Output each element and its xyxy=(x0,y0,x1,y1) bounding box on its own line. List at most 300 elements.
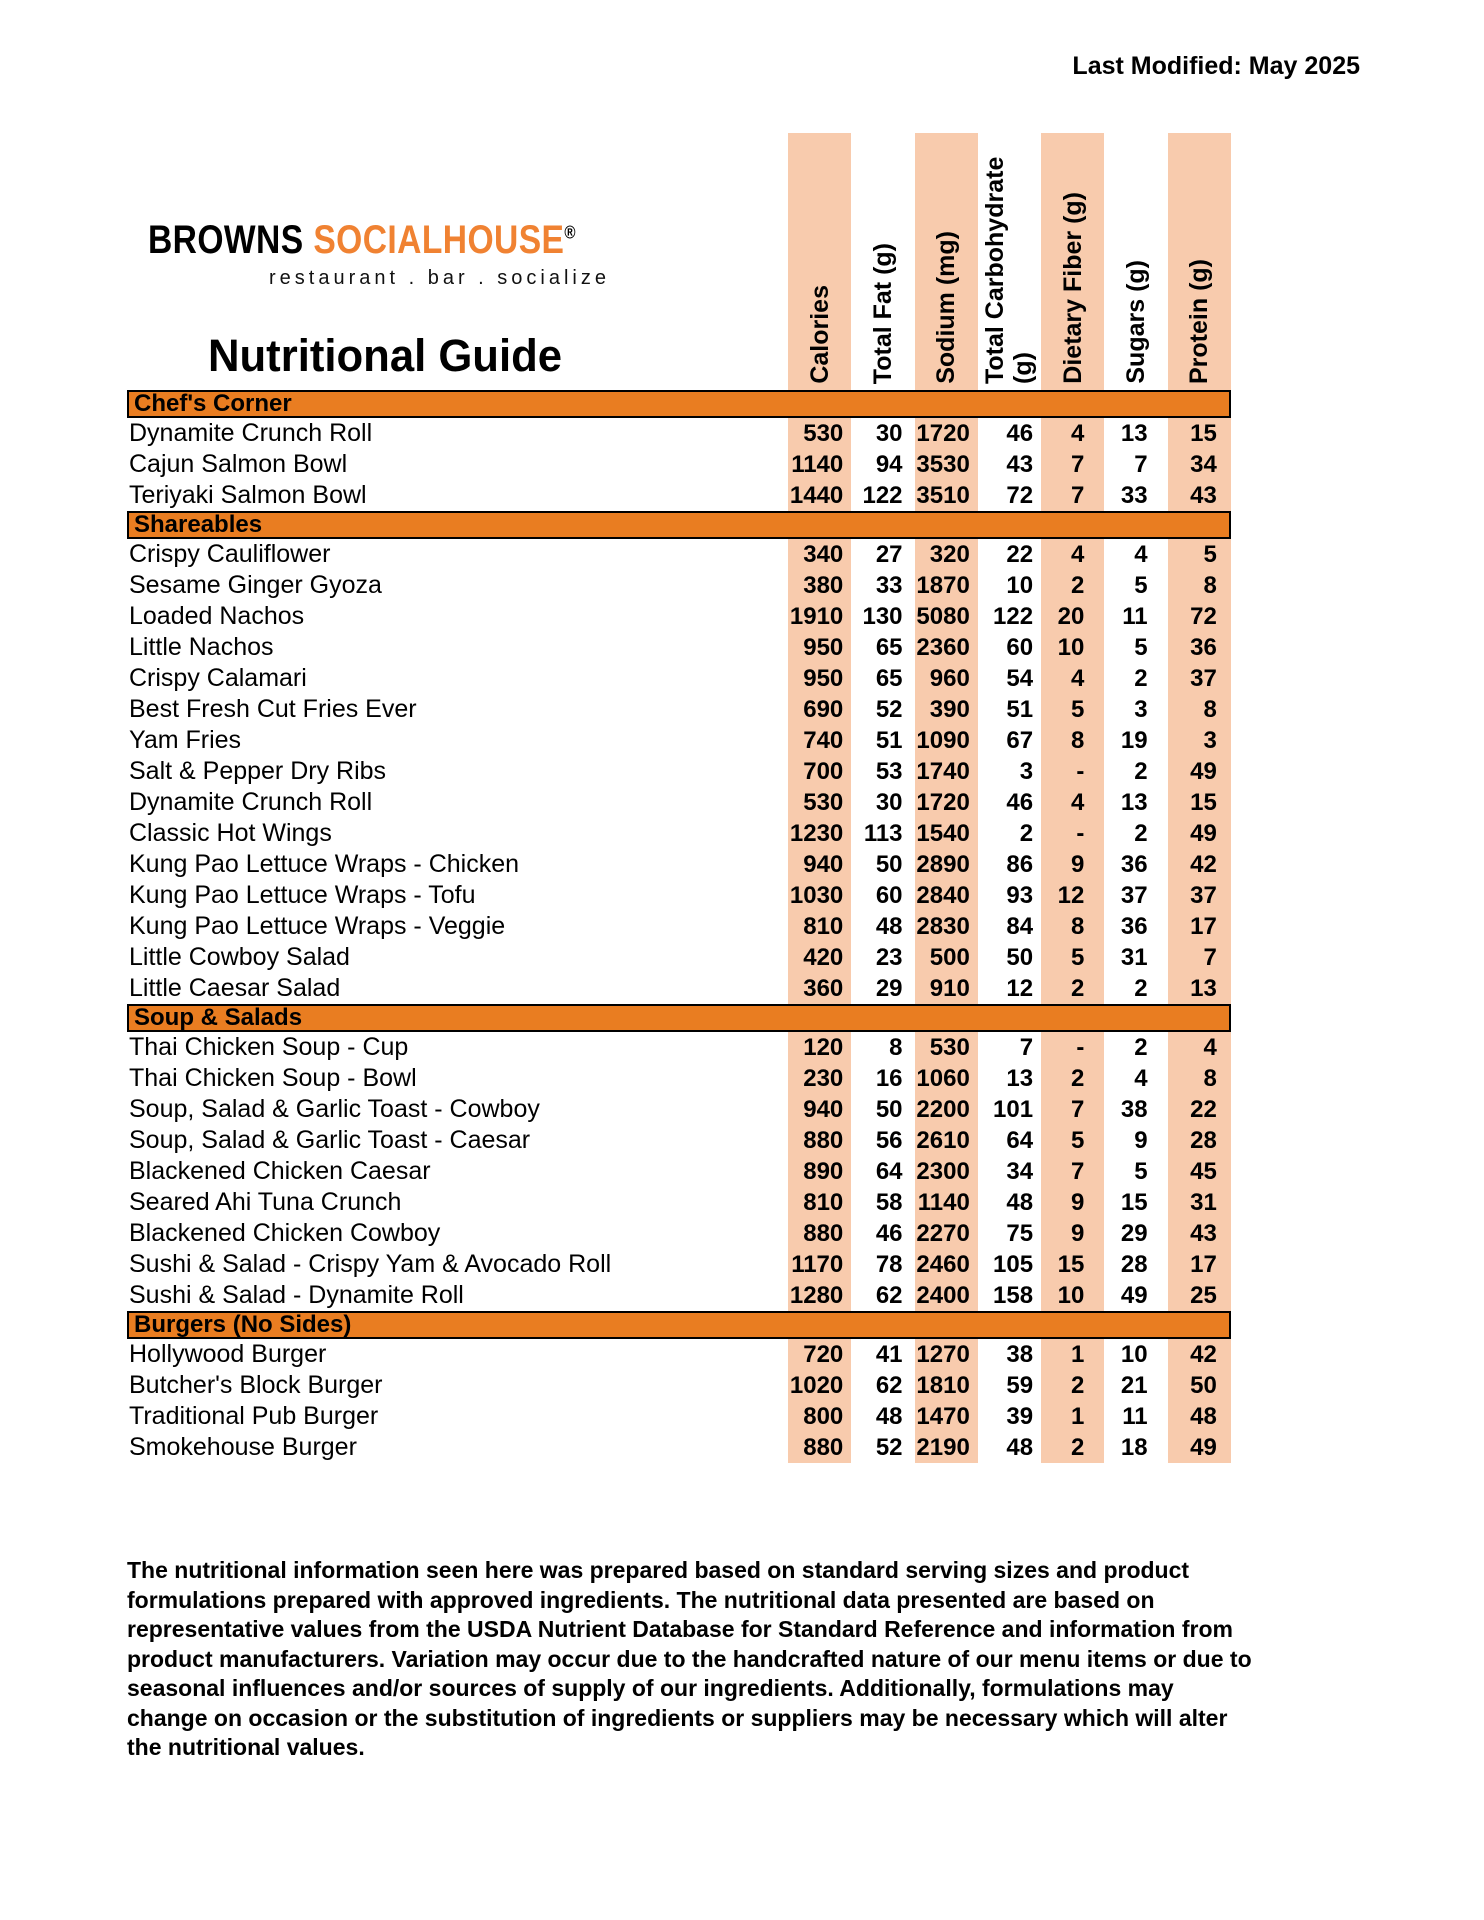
value-cell: 48 xyxy=(875,913,903,940)
logo-socialhouse-text: SOCIALHOUSE xyxy=(313,218,565,262)
value-cell: 56 xyxy=(875,1127,903,1154)
section-header xyxy=(127,1004,1231,1032)
column-header-label: Sugars (g) xyxy=(1121,260,1150,384)
section-header xyxy=(127,511,1231,539)
value-cell: 15 xyxy=(1120,1189,1148,1216)
value-cell: 740 xyxy=(788,725,851,756)
value-cell: 48 xyxy=(875,1403,903,1430)
value-cell: 158 xyxy=(993,1282,1034,1309)
value-cell: 120 xyxy=(788,1032,851,1063)
value-cell: 1470 xyxy=(915,1401,978,1432)
value-cell: 5 xyxy=(1041,694,1104,725)
value-cell: 9 xyxy=(1134,1127,1148,1154)
value-cell: 4 xyxy=(1041,663,1104,694)
section-header xyxy=(127,1311,1231,1339)
value-cell: 4 xyxy=(1134,541,1148,568)
value-cell: 230 xyxy=(788,1063,851,1094)
column-header xyxy=(915,133,978,390)
value-cell: 2 xyxy=(1134,975,1148,1002)
logo-browns-text: BROWNS xyxy=(148,218,304,262)
column-header-label: Calories xyxy=(805,285,834,384)
value-cell: 7 xyxy=(1019,1034,1034,1061)
last-modified-stamp: Last Modified: May 2025 xyxy=(1072,52,1360,80)
table-row xyxy=(127,1063,1231,1094)
value-cell: 2 xyxy=(1134,1034,1148,1061)
value-cell: 7 xyxy=(1041,1094,1104,1125)
value-cell: 15 xyxy=(1168,418,1231,449)
value-cell: 28 xyxy=(1168,1125,1231,1156)
value-cell: 320 xyxy=(915,539,978,570)
value-cell: 2 xyxy=(1041,1063,1104,1094)
table-row xyxy=(127,694,1231,725)
column-header xyxy=(851,133,914,390)
value-cell: 23 xyxy=(875,944,903,971)
section-header-label: Shareables xyxy=(134,511,263,538)
value-cell: 75 xyxy=(1006,1220,1034,1247)
value-cell: 54 xyxy=(1006,665,1034,692)
value-cell: 880 xyxy=(788,1125,851,1156)
value-cell: 50 xyxy=(875,1096,903,1123)
value-cell: 810 xyxy=(788,911,851,942)
value-cell: 7 xyxy=(1168,942,1231,973)
value-cell: 11 xyxy=(1122,1403,1148,1430)
value-cell: 25 xyxy=(1168,1280,1231,1311)
value-cell: 700 xyxy=(788,756,851,787)
table-row xyxy=(127,880,1231,911)
value-cell: 3 xyxy=(1134,696,1148,723)
value-cell: 13 xyxy=(1006,1065,1034,1092)
value-cell: 105 xyxy=(993,1251,1034,1278)
value-cell: 1910 xyxy=(788,601,851,632)
value-cell: 62 xyxy=(875,1372,903,1399)
section-header xyxy=(127,390,1231,418)
value-cell: 8 xyxy=(889,1034,903,1061)
value-cell: 13 xyxy=(1120,420,1148,447)
value-cell: 2270 xyxy=(915,1218,978,1249)
column-header xyxy=(1104,133,1167,390)
value-cell: 1 xyxy=(1041,1401,1104,1432)
nutrition-table xyxy=(127,133,1231,1463)
value-cell: 43 xyxy=(1006,451,1034,478)
value-cell: 29 xyxy=(1120,1220,1148,1247)
item-name-cell: Thai Chicken Soup - Cup xyxy=(129,1033,409,1061)
value-cell: 21 xyxy=(1120,1372,1148,1399)
value-cell: 2890 xyxy=(915,849,978,880)
value-cell: 2 xyxy=(1134,820,1148,847)
value-cell: 2 xyxy=(1041,1432,1104,1463)
value-cell: 2 xyxy=(1134,758,1148,785)
value-cell: 36 xyxy=(1120,913,1148,940)
value-cell: 12 xyxy=(1041,880,1104,911)
item-name-cell: Sushi & Salad - Crispy Yam & Avocado Roll xyxy=(129,1250,612,1278)
disclaimer-text: The nutritional information seen here was prepared based on standard serving sizes and product formulations prepared with approved ingredients. The nutritional data presented are based on representative values from the USDA Nutrient Database for Standard Reference and information from product manufacturers. Variation may occur due to the handcrafted nature of our menu items or due to seasonal influences and/or sources of supply of our ingredients. Additionally, formulations may change on occasion or the substitution of ingredients or suppliers may be necessary which will alter the nutritional values. xyxy=(127,1557,1252,1760)
table-row xyxy=(127,1218,1231,1249)
table-row xyxy=(127,632,1231,663)
value-cell: 340 xyxy=(788,539,851,570)
value-cell: 1540 xyxy=(915,818,978,849)
table-row xyxy=(127,1187,1231,1218)
item-name-cell: Little Caesar Salad xyxy=(129,974,341,1002)
value-cell: 36 xyxy=(1168,632,1231,663)
value-cell: 690 xyxy=(788,694,851,725)
value-cell: 122 xyxy=(862,482,903,509)
value-cell: 8 xyxy=(1168,694,1231,725)
table-row xyxy=(127,601,1231,632)
value-cell: 36 xyxy=(1120,851,1148,878)
value-cell: 2840 xyxy=(915,880,978,911)
value-cell: 50 xyxy=(1168,1370,1231,1401)
value-cell: 22 xyxy=(1006,541,1034,568)
value-cell: 2830 xyxy=(915,911,978,942)
value-cell: 2300 xyxy=(915,1156,978,1187)
value-cell: 101 xyxy=(993,1096,1034,1123)
value-cell: 3510 xyxy=(915,480,978,511)
value-cell: 30 xyxy=(875,789,903,816)
value-cell: 17 xyxy=(1168,911,1231,942)
value-cell: 64 xyxy=(875,1158,903,1185)
value-cell: 960 xyxy=(915,663,978,694)
column-header xyxy=(1168,133,1231,390)
value-cell: 37 xyxy=(1120,882,1148,909)
value-cell: 64 xyxy=(1006,1127,1034,1154)
value-cell: 15 xyxy=(1168,787,1231,818)
value-cell: 15 xyxy=(1041,1249,1104,1280)
value-cell: 58 xyxy=(875,1189,903,1216)
column-header-row xyxy=(127,133,1231,390)
section-header-label: Burgers (No Sides) xyxy=(134,1311,352,1338)
value-cell: 52 xyxy=(875,1434,903,1461)
table-row xyxy=(127,418,1231,449)
value-cell: 38 xyxy=(1120,1096,1148,1123)
table-row xyxy=(127,1032,1231,1063)
table-row xyxy=(127,449,1231,480)
value-cell: 20 xyxy=(1041,601,1104,632)
value-cell: 10 xyxy=(1041,1280,1104,1311)
value-cell: 1 xyxy=(1041,1339,1104,1370)
table-row xyxy=(127,849,1231,880)
value-cell: 2610 xyxy=(915,1125,978,1156)
item-name-cell: Blackened Chicken Caesar xyxy=(129,1157,431,1185)
value-cell: 530 xyxy=(915,1032,978,1063)
value-cell: 48 xyxy=(1006,1189,1034,1216)
value-cell: 1720 xyxy=(915,418,978,449)
value-cell: 1810 xyxy=(915,1370,978,1401)
value-cell: 5080 xyxy=(915,601,978,632)
value-cell: 8 xyxy=(1168,570,1231,601)
item-name-cell: Classic Hot Wings xyxy=(129,819,332,847)
item-name-cell: Soup, Salad & Garlic Toast - Caesar xyxy=(129,1126,531,1154)
value-cell: 45 xyxy=(1168,1156,1231,1187)
item-name-cell: Thai Chicken Soup - Bowl xyxy=(129,1064,417,1092)
value-cell: 43 xyxy=(1168,1218,1231,1249)
value-cell: 7 xyxy=(1134,451,1148,478)
value-cell: 49 xyxy=(1120,1282,1148,1309)
value-cell: 7 xyxy=(1041,449,1104,480)
value-cell: 60 xyxy=(875,882,903,909)
value-cell: 950 xyxy=(788,663,851,694)
value-cell: 78 xyxy=(875,1251,903,1278)
value-cell: 9 xyxy=(1041,849,1104,880)
table-row xyxy=(127,1156,1231,1187)
value-cell: 1090 xyxy=(915,725,978,756)
item-name-cell: Crispy Cauliflower xyxy=(129,540,331,568)
value-cell: 1230 xyxy=(788,818,851,849)
value-cell: 2400 xyxy=(915,1280,978,1311)
table-body xyxy=(127,390,1231,1463)
logo-tagline: restaurant . bar . socialize xyxy=(269,267,610,289)
value-cell: 13 xyxy=(1120,789,1148,816)
value-cell: 5 xyxy=(1134,572,1148,599)
column-header-label: Protein (g) xyxy=(1185,259,1214,384)
item-name-cell: Sushi & Salad - Dynamite Roll xyxy=(129,1281,464,1309)
value-cell: 5 xyxy=(1134,634,1148,661)
value-cell: 940 xyxy=(788,1094,851,1125)
table-row xyxy=(127,1401,1231,1432)
value-cell: 33 xyxy=(1120,482,1148,509)
value-cell: 2 xyxy=(1041,973,1104,1004)
item-name-cell: Sesame Ginger Gyoza xyxy=(129,571,382,599)
value-cell: 1140 xyxy=(788,449,851,480)
item-name-column-spacer xyxy=(127,133,788,390)
value-cell: 1030 xyxy=(788,880,851,911)
value-cell: 51 xyxy=(875,727,903,754)
value-cell: 37 xyxy=(1168,880,1231,911)
value-cell: 5 xyxy=(1041,942,1104,973)
value-cell: 49 xyxy=(1168,756,1231,787)
value-cell: 4 xyxy=(1041,539,1104,570)
item-name-cell: Little Nachos xyxy=(129,633,274,661)
value-cell: 22 xyxy=(1168,1094,1231,1125)
item-name-cell: Dynamite Crunch Roll xyxy=(129,419,373,447)
value-cell: 390 xyxy=(915,694,978,725)
item-name-cell: Blackened Chicken Cowboy xyxy=(129,1219,441,1247)
value-cell: 890 xyxy=(788,1156,851,1187)
table-row xyxy=(127,1432,1231,1463)
value-cell: 12 xyxy=(1006,975,1034,1002)
value-cell: 4 xyxy=(1041,418,1104,449)
item-name-cell: Cajun Salmon Bowl xyxy=(129,450,348,478)
value-cell: 2 xyxy=(1019,820,1034,847)
value-cell: - xyxy=(1041,756,1104,787)
value-cell: 53 xyxy=(875,758,903,785)
value-cell: 38 xyxy=(1006,1341,1034,1368)
value-cell: 10 xyxy=(1041,632,1104,663)
value-cell: 27 xyxy=(875,541,903,568)
item-name-cell: Smokehouse Burger xyxy=(129,1433,357,1461)
value-cell: 880 xyxy=(788,1432,851,1463)
table-row xyxy=(127,1125,1231,1156)
value-cell: 59 xyxy=(1006,1372,1034,1399)
value-cell: 39 xyxy=(1006,1403,1034,1430)
value-cell: 17 xyxy=(1168,1249,1231,1280)
value-cell: 9 xyxy=(1041,1187,1104,1218)
value-cell: 50 xyxy=(1006,944,1034,971)
value-cell: - xyxy=(1041,1032,1104,1063)
value-cell: 19 xyxy=(1120,727,1148,754)
column-header-label: Total Fat (g) xyxy=(868,242,897,384)
value-cell: 1060 xyxy=(915,1063,978,1094)
value-cell: 5 xyxy=(1134,1158,1148,1185)
column-header-label: Dietary Fiber (g) xyxy=(1058,192,1087,384)
value-cell: 4 xyxy=(1134,1065,1148,1092)
column-header xyxy=(1041,133,1104,390)
value-cell: 940 xyxy=(788,849,851,880)
value-cell: 93 xyxy=(1006,882,1034,909)
value-cell: 72 xyxy=(1006,482,1034,509)
value-cell: 113 xyxy=(863,820,903,847)
value-cell: 2200 xyxy=(915,1094,978,1125)
value-cell: 34 xyxy=(1006,1158,1034,1185)
value-cell: 2460 xyxy=(915,1249,978,1280)
value-cell: 37 xyxy=(1168,663,1231,694)
item-name-cell: Kung Pao Lettuce Wraps - Veggie xyxy=(129,912,506,940)
value-cell: 46 xyxy=(1006,789,1034,816)
value-cell: 84 xyxy=(1006,913,1034,940)
value-cell: 1870 xyxy=(915,570,978,601)
value-cell: 2 xyxy=(1041,1370,1104,1401)
value-cell: 31 xyxy=(1120,944,1148,971)
item-name-cell: Hollywood Burger xyxy=(129,1340,327,1368)
value-cell: 530 xyxy=(788,418,851,449)
item-name-cell: Little Cowboy Salad xyxy=(129,943,350,971)
value-cell: 2360 xyxy=(915,632,978,663)
value-cell: 49 xyxy=(1168,1432,1231,1463)
section-header-label: Soup & Salads xyxy=(134,1004,303,1031)
value-cell: 72 xyxy=(1168,601,1231,632)
table-row xyxy=(127,911,1231,942)
table-row xyxy=(127,818,1231,849)
item-name-cell: Crispy Calamari xyxy=(129,664,307,692)
value-cell: 9 xyxy=(1041,1218,1104,1249)
table-row xyxy=(127,1370,1231,1401)
value-cell: 2 xyxy=(1134,665,1148,692)
column-header-label: Sodium (mg) xyxy=(932,231,961,384)
value-cell: 2190 xyxy=(915,1432,978,1463)
value-cell: 62 xyxy=(875,1282,903,1309)
value-cell: 8 xyxy=(1168,1063,1231,1094)
value-cell: 1720 xyxy=(915,787,978,818)
value-cell: 29 xyxy=(875,975,903,1002)
value-cell: 60 xyxy=(1006,634,1034,661)
value-cell: 34 xyxy=(1168,449,1231,480)
value-cell: 8 xyxy=(1041,911,1104,942)
table-row xyxy=(127,756,1231,787)
item-name-cell: Traditional Pub Burger xyxy=(129,1402,379,1430)
value-cell: 42 xyxy=(1168,849,1231,880)
value-cell: 33 xyxy=(875,572,903,599)
table-row xyxy=(127,480,1231,511)
value-cell: 950 xyxy=(788,632,851,663)
value-cell: 8 xyxy=(1041,725,1104,756)
value-cell: 130 xyxy=(862,603,903,630)
value-cell: 1020 xyxy=(788,1370,851,1401)
column-header-label: Total Carbohydrate (g) xyxy=(981,156,1038,384)
value-cell: 10 xyxy=(1006,572,1034,599)
value-cell: 380 xyxy=(788,570,851,601)
value-cell: 3 xyxy=(1019,758,1034,785)
value-cell: 18 xyxy=(1120,1434,1148,1461)
value-cell: 1740 xyxy=(915,756,978,787)
value-cell: 16 xyxy=(875,1065,903,1092)
column-header xyxy=(978,133,1041,390)
item-name-cell: Salt & Pepper Dry Ribs xyxy=(129,757,387,785)
value-cell: 42 xyxy=(1168,1339,1231,1370)
value-cell: 11 xyxy=(1122,603,1148,630)
value-cell: 94 xyxy=(875,451,903,478)
value-cell: 3 xyxy=(1168,725,1231,756)
item-name-cell: Yam Fries xyxy=(129,726,242,754)
table-row xyxy=(127,663,1231,694)
value-cell: 1270 xyxy=(915,1339,978,1370)
value-cell: 41 xyxy=(875,1341,903,1368)
table-row xyxy=(127,570,1231,601)
value-cell: 49 xyxy=(1168,818,1231,849)
item-name-cell: Kung Pao Lettuce Wraps - Tofu xyxy=(129,881,476,909)
value-cell: 28 xyxy=(1120,1251,1148,1278)
item-name-cell: Dynamite Crunch Roll xyxy=(129,788,373,816)
value-cell: 5 xyxy=(1041,1125,1104,1156)
table-row xyxy=(127,725,1231,756)
table-row xyxy=(127,973,1231,1004)
value-cell: 880 xyxy=(788,1218,851,1249)
value-cell: 65 xyxy=(875,634,903,661)
value-cell: 50 xyxy=(875,851,903,878)
item-name-cell: Best Fresh Cut Fries Ever xyxy=(129,695,417,723)
table-row xyxy=(127,1339,1231,1370)
table-row xyxy=(127,1280,1231,1311)
column-header xyxy=(788,133,851,390)
value-cell: 43 xyxy=(1168,480,1231,511)
value-cell: 3530 xyxy=(915,449,978,480)
value-cell: 30 xyxy=(875,420,903,447)
registered-trademark-symbol: ® xyxy=(564,222,576,243)
value-cell: 7 xyxy=(1041,1156,1104,1187)
item-name-cell: Teriyaki Salmon Bowl xyxy=(129,481,367,509)
value-cell: 1140 xyxy=(915,1187,978,1218)
table-row xyxy=(127,539,1231,570)
table-row xyxy=(127,942,1231,973)
value-cell: 720 xyxy=(788,1339,851,1370)
value-cell: 1440 xyxy=(788,480,851,511)
value-cell: 48 xyxy=(1168,1401,1231,1432)
value-cell: 46 xyxy=(875,1220,903,1247)
value-cell: 910 xyxy=(915,973,978,1004)
table-row xyxy=(127,1094,1231,1125)
table-row xyxy=(127,787,1231,818)
value-cell: 5 xyxy=(1168,539,1231,570)
value-cell: 52 xyxy=(875,696,903,723)
value-cell: 420 xyxy=(788,942,851,973)
value-cell: 10 xyxy=(1120,1341,1148,1368)
table-row xyxy=(127,1249,1231,1280)
value-cell: 122 xyxy=(993,603,1034,630)
page-title: Nutritional Guide xyxy=(208,330,563,381)
value-cell: 51 xyxy=(1006,696,1034,723)
value-cell: 48 xyxy=(1006,1434,1034,1461)
value-cell: 4 xyxy=(1041,787,1104,818)
value-cell: 810 xyxy=(788,1187,851,1218)
value-cell: 4 xyxy=(1168,1032,1231,1063)
value-cell: 2 xyxy=(1041,570,1104,601)
item-name-cell: Seared Ahi Tuna Crunch xyxy=(129,1188,402,1216)
item-name-cell: Butcher's Block Burger xyxy=(129,1371,383,1399)
value-cell: 1280 xyxy=(788,1280,851,1311)
value-cell: 46 xyxy=(1006,420,1034,447)
value-cell: 530 xyxy=(788,787,851,818)
section-header-label: Chef's Corner xyxy=(134,390,292,417)
value-cell: - xyxy=(1041,818,1104,849)
value-cell: 800 xyxy=(788,1401,851,1432)
